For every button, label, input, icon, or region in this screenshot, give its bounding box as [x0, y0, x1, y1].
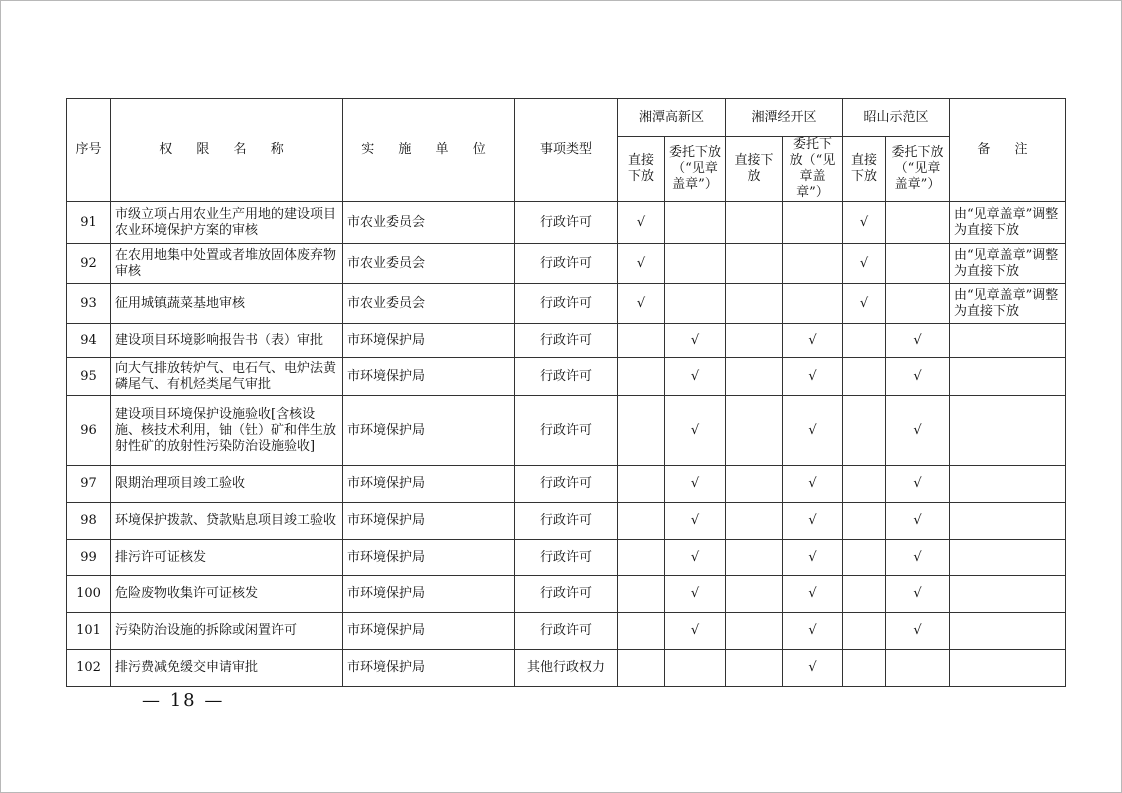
row-number: 102: [67, 650, 111, 687]
mark-zhaoshan-direct: [843, 466, 886, 503]
header-type: 事项类型: [515, 99, 618, 202]
remark: 由“见章盖章”调整为直接下放: [950, 284, 1066, 324]
mark-zhaoshan-direct: [843, 358, 886, 396]
mark-jingkai-entrust: √: [783, 324, 843, 358]
item-type: 行政许可: [515, 396, 618, 466]
row-number: 93: [67, 284, 111, 324]
mark-gaoxin-direct: [618, 324, 665, 358]
authority-name: 污染防治设施的拆除或闲置许可: [111, 613, 343, 650]
remark: 由“见章盖章”调整为直接下放: [950, 202, 1066, 244]
authority-name: 排污费减免缓交申请审批: [111, 650, 343, 687]
remark: [950, 613, 1066, 650]
mark-jingkai-direct: [726, 202, 783, 244]
remark: [950, 396, 1066, 466]
mark-zhaoshan-direct: [843, 503, 886, 540]
item-type: 行政许可: [515, 540, 618, 576]
header-name: 权 限 名 称: [111, 99, 343, 202]
mark-zhaoshan-entrust: [886, 650, 950, 687]
mark-zhaoshan-entrust: [886, 284, 950, 324]
implementing-unit: 市环境保护局: [343, 576, 515, 613]
mark-zhaoshan-direct: [843, 396, 886, 466]
mark-zhaoshan-entrust: √: [886, 358, 950, 396]
remark: [950, 650, 1066, 687]
mark-jingkai-entrust: √: [783, 540, 843, 576]
authority-name: 建设项目环境影响报告书（表）审批: [111, 324, 343, 358]
mark-gaoxin-direct: [618, 358, 665, 396]
row-number: 95: [67, 358, 111, 396]
mark-zhaoshan-entrust: √: [886, 613, 950, 650]
mark-zhaoshan-direct: [843, 324, 886, 358]
item-type: 行政许可: [515, 466, 618, 503]
authority-name: 市级立项占用农业生产用地的建设项目农业环境保护方案的审核: [111, 202, 343, 244]
implementing-unit: 市环境保护局: [343, 503, 515, 540]
mark-gaoxin-entrust: √: [665, 358, 726, 396]
header-entrust: 委托下放（“见章盖章”）: [886, 137, 950, 202]
remark: [950, 576, 1066, 613]
mark-gaoxin-entrust: [665, 202, 726, 244]
implementing-unit: 市农业委员会: [343, 244, 515, 284]
mark-jingkai-entrust: √: [783, 650, 843, 687]
item-type: 行政许可: [515, 324, 618, 358]
table-row: [67, 358, 1066, 396]
mark-gaoxin-direct: √: [618, 284, 665, 324]
mark-jingkai-direct: [726, 576, 783, 613]
row-number: 96: [67, 396, 111, 466]
mark-gaoxin-direct: [618, 466, 665, 503]
header-direct: 直接下放: [726, 137, 783, 202]
implementing-unit: 市环境保护局: [343, 540, 515, 576]
row-number: 100: [67, 576, 111, 613]
item-type: 行政许可: [515, 576, 618, 613]
header-entrust: 委托下放（“见章盖章”）: [665, 137, 726, 202]
mark-jingkai-direct: [726, 650, 783, 687]
mark-gaoxin-direct: [618, 613, 665, 650]
header-region-gaoxin: 湘潭高新区: [618, 99, 726, 137]
mark-zhaoshan-direct: [843, 576, 886, 613]
authority-table: [66, 98, 1066, 687]
row-number: 92: [67, 244, 111, 284]
mark-zhaoshan-entrust: √: [886, 576, 950, 613]
mark-gaoxin-entrust: [665, 244, 726, 284]
mark-gaoxin-entrust: √: [665, 324, 726, 358]
table-row: [67, 202, 1066, 244]
authority-name: 危险废物收集许可证核发: [111, 576, 343, 613]
mark-jingkai-direct: [726, 284, 783, 324]
mark-gaoxin-direct: [618, 540, 665, 576]
remark: [950, 503, 1066, 540]
authority-name: 环境保护拨款、贷款贴息项目竣工验收: [111, 503, 343, 540]
header-direct: 直接下放: [843, 137, 886, 202]
mark-gaoxin-entrust: [665, 284, 726, 324]
mark-gaoxin-direct: √: [618, 244, 665, 284]
item-type: 其他行政权力: [515, 650, 618, 687]
mark-gaoxin-entrust: √: [665, 503, 726, 540]
mark-jingkai-direct: [726, 466, 783, 503]
row-number: 91: [67, 202, 111, 244]
mark-jingkai-direct: [726, 358, 783, 396]
row-number: 101: [67, 613, 111, 650]
mark-jingkai-entrust: [783, 202, 843, 244]
mark-jingkai-entrust: √: [783, 396, 843, 466]
implementing-unit: 市环境保护局: [343, 613, 515, 650]
implementing-unit: 市环境保护局: [343, 650, 515, 687]
table-row: [67, 466, 1066, 503]
mark-jingkai-entrust: [783, 244, 843, 284]
mark-zhaoshan-direct: √: [843, 284, 886, 324]
mark-jingkai-entrust: √: [783, 358, 843, 396]
header-remark: 备 注: [950, 99, 1066, 202]
mark-gaoxin-direct: [618, 650, 665, 687]
mark-gaoxin-entrust: [665, 650, 726, 687]
mark-zhaoshan-entrust: √: [886, 324, 950, 358]
authority-name: 向大气排放转炉气、电石气、电炉法黄磷尾气、有机烃类尾气审批: [111, 358, 343, 396]
mark-zhaoshan-direct: [843, 613, 886, 650]
table-row: [67, 540, 1066, 576]
table-row: [67, 576, 1066, 613]
mark-jingkai-direct: [726, 613, 783, 650]
implementing-unit: 市环境保护局: [343, 466, 515, 503]
header-entrust: 委托下放（“见章盖章”）: [783, 137, 843, 202]
mark-jingkai-entrust: √: [783, 576, 843, 613]
header-region-jingkai: 湘潭经开区: [726, 99, 843, 137]
row-number: 98: [67, 503, 111, 540]
mark-gaoxin-entrust: √: [665, 576, 726, 613]
header-unit: 实 施 单 位: [343, 99, 515, 202]
mark-zhaoshan-entrust: √: [886, 503, 950, 540]
implementing-unit: 市环境保护局: [343, 358, 515, 396]
page-number: — 18 —: [142, 690, 225, 711]
item-type: 行政许可: [515, 503, 618, 540]
item-type: 行政许可: [515, 202, 618, 244]
mark-jingkai-entrust: √: [783, 466, 843, 503]
mark-gaoxin-entrust: √: [665, 540, 726, 576]
remark: 由“见章盖章”调整为直接下放: [950, 244, 1066, 284]
mark-jingkai-direct: [726, 324, 783, 358]
authority-name: 限期治理项目竣工验收: [111, 466, 343, 503]
header-row-1: [67, 99, 1066, 137]
item-type: 行政许可: [515, 613, 618, 650]
mark-gaoxin-direct: [618, 576, 665, 613]
mark-jingkai-direct: [726, 396, 783, 466]
item-type: 行政许可: [515, 244, 618, 284]
table-row: [67, 324, 1066, 358]
mark-zhaoshan-direct: [843, 540, 886, 576]
mark-gaoxin-entrust: √: [665, 396, 726, 466]
mark-zhaoshan-direct: [843, 650, 886, 687]
table-row: [67, 284, 1066, 324]
mark-jingkai-entrust: √: [783, 613, 843, 650]
table-row: [67, 503, 1066, 540]
authority-name: 征用城镇蔬菜基地审核: [111, 284, 343, 324]
implementing-unit: 市环境保护局: [343, 396, 515, 466]
header-direct: 直接下放: [618, 137, 665, 202]
mark-gaoxin-entrust: √: [665, 613, 726, 650]
item-type: 行政许可: [515, 358, 618, 396]
table-body: [67, 99, 1066, 687]
remark: [950, 324, 1066, 358]
mark-gaoxin-direct: [618, 503, 665, 540]
authority-name: 排污许可证核发: [111, 540, 343, 576]
remark: [950, 466, 1066, 503]
mark-zhaoshan-entrust: √: [886, 396, 950, 466]
remark: [950, 358, 1066, 396]
mark-zhaoshan-entrust: [886, 244, 950, 284]
mark-zhaoshan-direct: √: [843, 202, 886, 244]
mark-gaoxin-direct: [618, 396, 665, 466]
table-row: [67, 650, 1066, 687]
implementing-unit: 市环境保护局: [343, 324, 515, 358]
implementing-unit: 市农业委员会: [343, 202, 515, 244]
table-row: [67, 613, 1066, 650]
mark-zhaoshan-direct: √: [843, 244, 886, 284]
mark-zhaoshan-entrust: √: [886, 540, 950, 576]
mark-gaoxin-entrust: √: [665, 466, 726, 503]
item-type: 行政许可: [515, 284, 618, 324]
implementing-unit: 市农业委员会: [343, 284, 515, 324]
mark-jingkai-direct: [726, 503, 783, 540]
header-region-zhaoshan: 昭山示范区: [843, 99, 950, 137]
table-row: [67, 244, 1066, 284]
mark-jingkai-direct: [726, 244, 783, 284]
mark-gaoxin-direct: √: [618, 202, 665, 244]
mark-zhaoshan-entrust: √: [886, 466, 950, 503]
table-row: [67, 396, 1066, 466]
row-number: 94: [67, 324, 111, 358]
mark-jingkai-direct: [726, 540, 783, 576]
mark-jingkai-entrust: √: [783, 503, 843, 540]
remark: [950, 540, 1066, 576]
mark-jingkai-entrust: [783, 284, 843, 324]
row-number: 99: [67, 540, 111, 576]
header-seq: 序号: [67, 99, 111, 202]
authority-name: 在农用地集中处置或者堆放固体废弃物审核: [111, 244, 343, 284]
mark-zhaoshan-entrust: [886, 202, 950, 244]
row-number: 97: [67, 466, 111, 503]
authority-name: 建设项目环境保护设施验收[含核设施、核技术利用，铀（钍）矿和伴生放射性矿的放射性污染防治设施验收]: [111, 396, 343, 466]
